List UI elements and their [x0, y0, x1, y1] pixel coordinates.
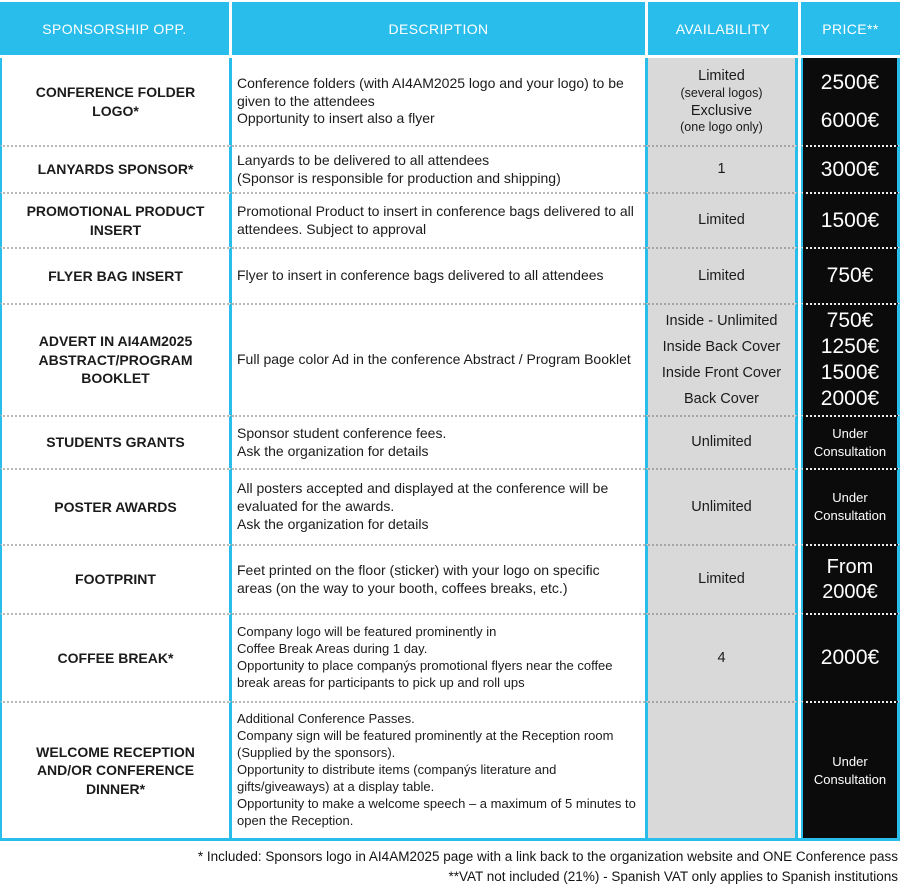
price-value: From 2000€ [822, 555, 878, 603]
opportunity-label: ADVERT IN AI4AM2025 ABSTRACT/PROGRAM BOOKLET [38, 333, 193, 387]
description-cell [232, 145, 645, 192]
description-line: Flyer to insert in conference bags delivered to all attendees [237, 267, 604, 284]
description-cell [232, 415, 645, 468]
opportunity-label: POSTER AWARDS [54, 498, 177, 515]
table-row [0, 544, 900, 613]
availability-line: 1 [717, 161, 726, 178]
footnote-vat: **VAT not included (21%) - Spanish VAT only applies to Spanish institutions [448, 868, 898, 884]
price-value: Under Consultation [813, 753, 887, 787]
availability-line: Inside Front Cover [661, 365, 782, 381]
opportunity-cell [0, 145, 232, 192]
price-value: 750€ [826, 264, 874, 288]
opportunity-label: LANYARDS SPONSOR* [37, 161, 194, 178]
price-value: 1500€ [820, 361, 880, 384]
description-line: Opportunity to insert also a flyer [237, 110, 435, 127]
price-value: 2500€ [820, 71, 880, 95]
opportunity-cell [0, 415, 232, 468]
description-cell [232, 192, 645, 247]
availability-line: Limited [698, 212, 745, 229]
opportunity-label: PROMOTIONAL PRODUCT INSERT [26, 203, 205, 238]
opportunity-label: COFFEE BREAK* [57, 649, 174, 666]
availability-line: Limited [698, 68, 745, 85]
availability-line: Unlimited [691, 498, 752, 515]
header-price: PRICE** [801, 2, 900, 55]
sponsorship-table [0, 2, 900, 841]
availability-cell [645, 58, 798, 145]
price-cell [801, 247, 900, 303]
availability-line: Unlimited [691, 434, 752, 451]
availability-cell [645, 544, 798, 613]
price-value: 1500€ [820, 208, 880, 232]
opportunity-cell [0, 192, 232, 247]
table-row [0, 247, 900, 303]
description-cell [232, 303, 645, 415]
description-line: Feet printed on the floor (sticker) with your logo on specific areas (on the way to your booth, coffees breaks, etc.) [237, 561, 600, 596]
description-line: Ask the organization for details [237, 442, 429, 459]
opportunity-cell [0, 468, 232, 544]
price-cell [801, 544, 900, 613]
availability-cell [645, 192, 798, 247]
description-cell [232, 544, 645, 613]
table-row [0, 468, 900, 544]
description-cell [232, 613, 645, 701]
availability-line: (one logo only) [680, 120, 763, 135]
availability-line: Exclusive [690, 102, 753, 119]
description-line: Sponsor student conference fees. [237, 424, 447, 441]
table-row [0, 613, 900, 701]
price-cell [801, 415, 900, 468]
opportunity-cell [0, 613, 232, 701]
description-line: Opportunity to place companýs promotional flyers near the coffee break areas for participants to pick up and roll ups [237, 658, 613, 690]
price-value: 2000€ [820, 387, 880, 410]
footnotes [0, 847, 898, 885]
price-value: 1250€ [820, 335, 880, 358]
description-line: All posters accepted and displayed at the conference will be evaluated for the awards. [237, 480, 609, 515]
table-row [0, 415, 900, 468]
table-row [0, 192, 900, 247]
footnote-included: * Included: Sponsors logo in AI4AM2025 page with a link back to the organization website and ONE Conference pass [197, 849, 898, 864]
description-line: Promotional Product to insert in conference bags delivered to all attendees. Subject to approval [237, 202, 634, 237]
availability-line: (several logos) [680, 85, 763, 100]
price-cell [801, 303, 900, 415]
description-line: Lanyards to be delivered to all attendees [237, 151, 490, 168]
availability-cell [645, 247, 798, 303]
price-value: 6000€ [820, 108, 880, 132]
description-line: (Sponsor is responsible for production and shipping) [237, 169, 561, 186]
description-line: Opportunity to make a welcome speech – a maximum of 5 minutes to open the Reception. [237, 795, 636, 828]
header-sponsorship-opp: SPONSORSHIP OPP. [0, 2, 229, 55]
price-cell [801, 468, 900, 544]
description-line: Full page color Ad in the conference Abstract / Program Booklet [237, 351, 631, 368]
description-cell [232, 247, 645, 303]
description-line: Coffee Break Areas during 1 day. [237, 641, 428, 657]
header-availability: AVAILABILITY [648, 2, 798, 55]
description-line: Conference folders (with AI4AM2025 logo and your logo) to be given to the attendees [237, 74, 624, 109]
table-header-row [0, 2, 900, 55]
availability-line: Inside Back Cover [662, 339, 781, 355]
description-line: Additional Conference Passes. [237, 711, 415, 727]
availability-line: Limited [698, 267, 745, 284]
availability-cell [645, 145, 798, 192]
price-value: Under Consultation [813, 425, 887, 459]
description-cell [232, 468, 645, 544]
opportunity-label: WELCOME RECEPTION AND/OR CONFERENCE DINNER* [36, 743, 195, 797]
opportunity-label: FLYER BAG INSERT [48, 267, 183, 284]
price-value: 3000€ [820, 157, 880, 181]
table-row [0, 58, 900, 145]
opportunity-cell [0, 247, 232, 303]
price-value: 750€ [826, 309, 874, 332]
opportunity-cell [0, 303, 232, 415]
price-cell [801, 613, 900, 701]
description-cell [232, 701, 645, 838]
availability-line: 4 [717, 649, 726, 666]
opportunity-cell [0, 701, 232, 838]
availability-cell [645, 415, 798, 468]
description-line: Ask the organization for details [237, 515, 429, 532]
availability-cell [645, 468, 798, 544]
table-body [0, 58, 900, 841]
table-row [0, 701, 900, 838]
availability-line: Inside - Unlimited [665, 313, 778, 329]
availability-cell [645, 613, 798, 701]
description-line: Opportunity to distribute items (companýs literature and gifts/giveaways) at a display table. [237, 762, 557, 794]
opportunity-label: FOOTPRINT [75, 571, 156, 588]
table-row [0, 145, 900, 192]
availability-line: Limited [698, 571, 745, 588]
opportunity-label: STUDENTS GRANTS [46, 434, 185, 451]
description-cell [232, 58, 645, 145]
header-description: DESCRIPTION [232, 2, 645, 55]
description-line: Company sign will be featured prominently at the Reception room (Supplied by the sponsors). [237, 728, 614, 761]
price-cell [801, 701, 900, 838]
availability-cell [645, 701, 798, 838]
description-line: Company logo will be featured prominently in [237, 624, 497, 640]
availability-line: Back Cover [684, 391, 759, 407]
opportunity-cell [0, 544, 232, 613]
opportunity-label: CONFERENCE FOLDER LOGO* [35, 84, 196, 119]
price-value: 2000€ [820, 646, 880, 670]
table-row [0, 303, 900, 415]
price-value: Under Consultation [813, 490, 887, 523]
price-cell [801, 145, 900, 192]
price-cell [801, 192, 900, 247]
availability-cell [645, 303, 798, 415]
opportunity-cell [0, 58, 232, 145]
price-cell [801, 58, 900, 145]
